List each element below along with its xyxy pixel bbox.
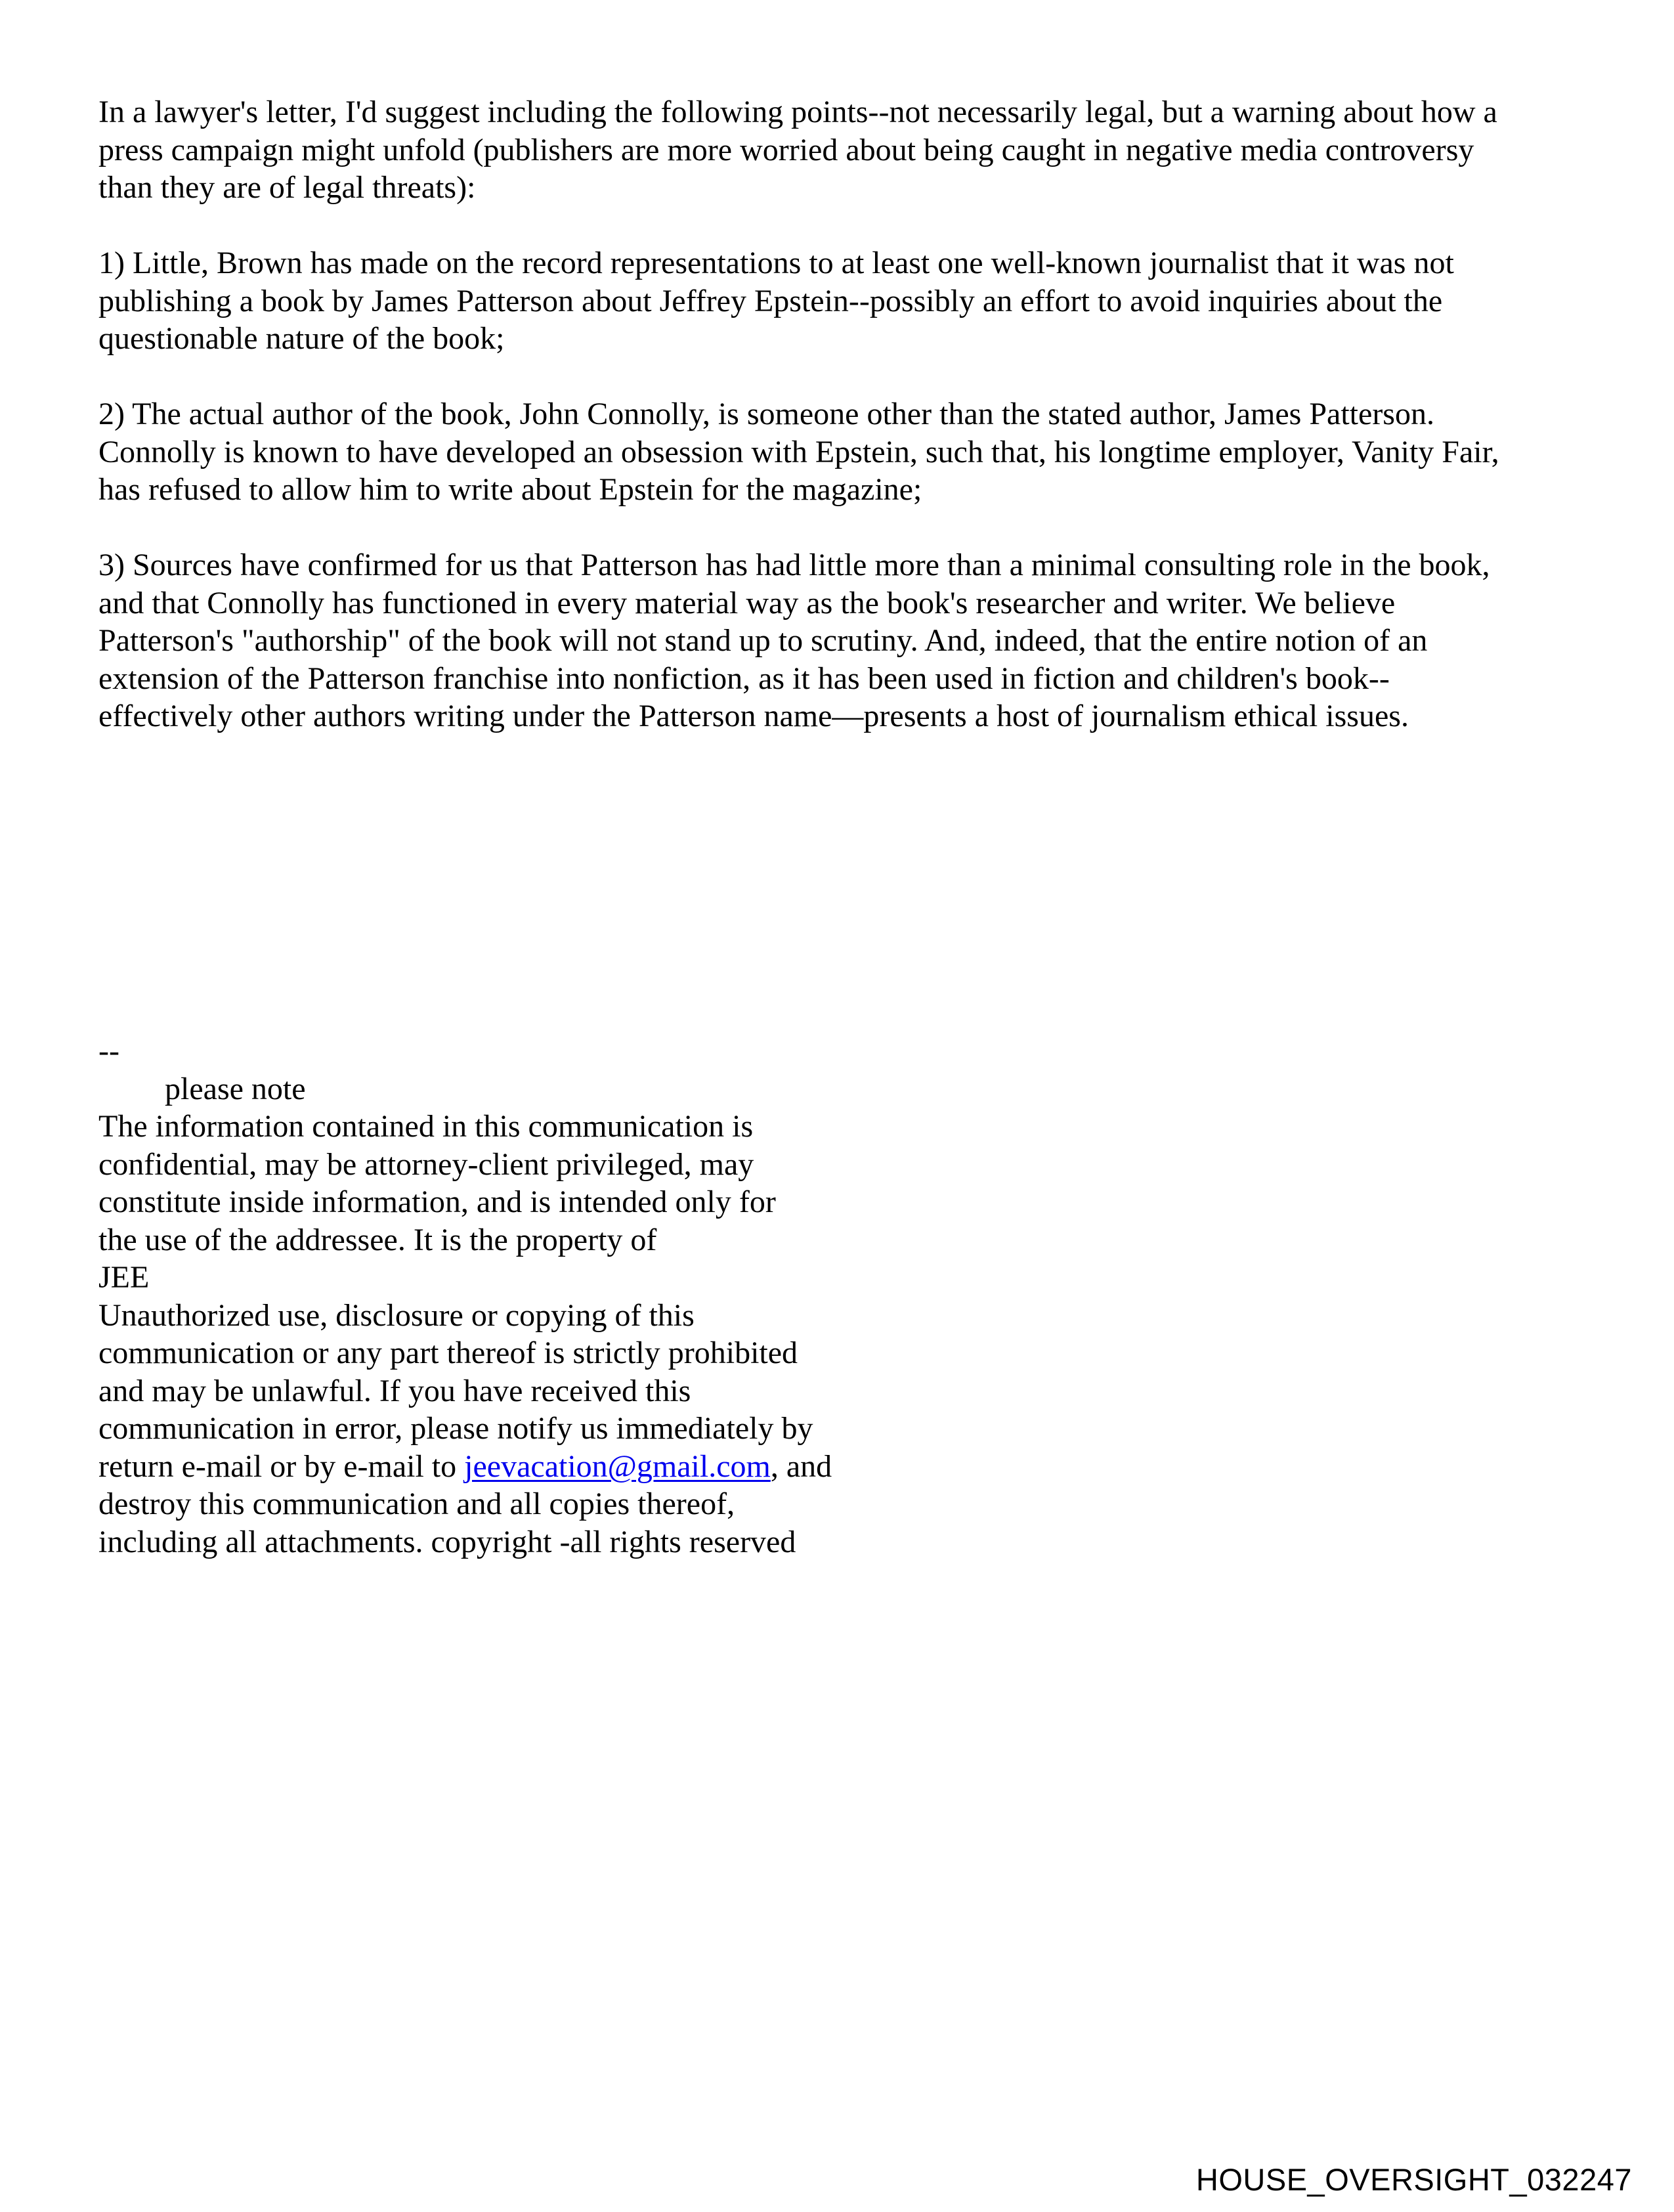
intro-paragraph bbox=[98, 93, 1582, 207]
disclaimer-line: communication or any part thereof is strictly prohibited bbox=[98, 1335, 798, 1370]
intro-line: than they are of legal threats): bbox=[98, 170, 476, 205]
email-signature-disclaimer bbox=[98, 1032, 1018, 1561]
disclaimer-heading: please note bbox=[165, 1071, 306, 1106]
email-line-suffix: , and bbox=[770, 1448, 832, 1484]
bates-number: HOUSE_OVERSIGHT_032247 bbox=[1195, 2162, 1632, 2197]
disclaimer-line: destroy this communication and all copies thereof, bbox=[98, 1486, 735, 1521]
point-2-line: 2) The actual author of the book, John Connolly, is someone other than the stated author, James Patterson. bbox=[98, 397, 1434, 431]
point-3-line: effectively other authors writing under the Patterson name—presents a host of journalism ethical issues. bbox=[98, 699, 1409, 733]
disclaimer-line: including all attachments. copyright -all rights reserved bbox=[98, 1524, 796, 1559]
point-3-paragraph bbox=[98, 546, 1582, 735]
disclaimer-line: confidential, may be attorney-client privileged, may bbox=[98, 1146, 754, 1182]
disclaimer-line: The information contained in this communication is bbox=[98, 1109, 754, 1144]
disclaimer-line: communication in error, please notify us immediately by bbox=[98, 1411, 813, 1446]
point-3-line: and that Connolly has functioned in every material way as the book's researcher and writer. We believe bbox=[98, 585, 1396, 620]
point-3-line: Patterson's "authorship" of the book will not stand up to scrutiny. And, indeed, that the entire notion of an bbox=[98, 623, 1428, 658]
disclaimer-line: and may be unlawful. If you have received this bbox=[98, 1373, 691, 1408]
point-2-line: has refused to allow him to write about Epstein for the magazine; bbox=[98, 472, 922, 507]
point-2-paragraph bbox=[98, 395, 1582, 509]
disclaimer-owner: JEE bbox=[98, 1260, 150, 1295]
point-3-line: extension of the Patterson franchise into nonfiction, as it has been used in fiction and children's book-- bbox=[98, 661, 1390, 696]
point-1-paragraph bbox=[98, 244, 1582, 358]
disclaimer-line: constitute inside information, and is intended only for bbox=[98, 1184, 776, 1219]
disclaimer-email-line bbox=[98, 1448, 1018, 1486]
intro-line: In a lawyer's letter, I'd suggest including the following points--not necessarily legal, but a warning about how a bbox=[98, 95, 1497, 129]
email-link[interactable]: jeevacation@gmail.com bbox=[464, 1448, 771, 1484]
point-1-line: publishing a book by James Patterson about Jeffrey Epstein--possibly an effort to avoid inquiries about the bbox=[98, 283, 1443, 318]
point-3-line: 3) Sources have confirmed for us that Patterson has had little more than a minimal consulting role in the book, bbox=[98, 548, 1490, 582]
point-1-line: questionable nature of the book; bbox=[98, 321, 505, 356]
intro-line: press campaign might unfold (publishers are more worried about being caught in negative media controversy bbox=[98, 132, 1474, 167]
disclaimer-line: Unauthorized use, disclosure or copying of this bbox=[98, 1297, 695, 1333]
point-2-line: Connolly is known to have developed an obsession with Epstein, such that, his longtime employer, Vanity Fair, bbox=[98, 434, 1499, 469]
email-line-prefix: return e-mail or by e-mail to bbox=[98, 1448, 465, 1484]
point-1-line: 1) Little, Brown has made on the record representations to at least one well-known journalist that it was not bbox=[98, 246, 1454, 280]
signature-separator: -- bbox=[98, 1033, 119, 1068]
disclaimer-line: the use of the addressee. It is the property of bbox=[98, 1222, 657, 1257]
